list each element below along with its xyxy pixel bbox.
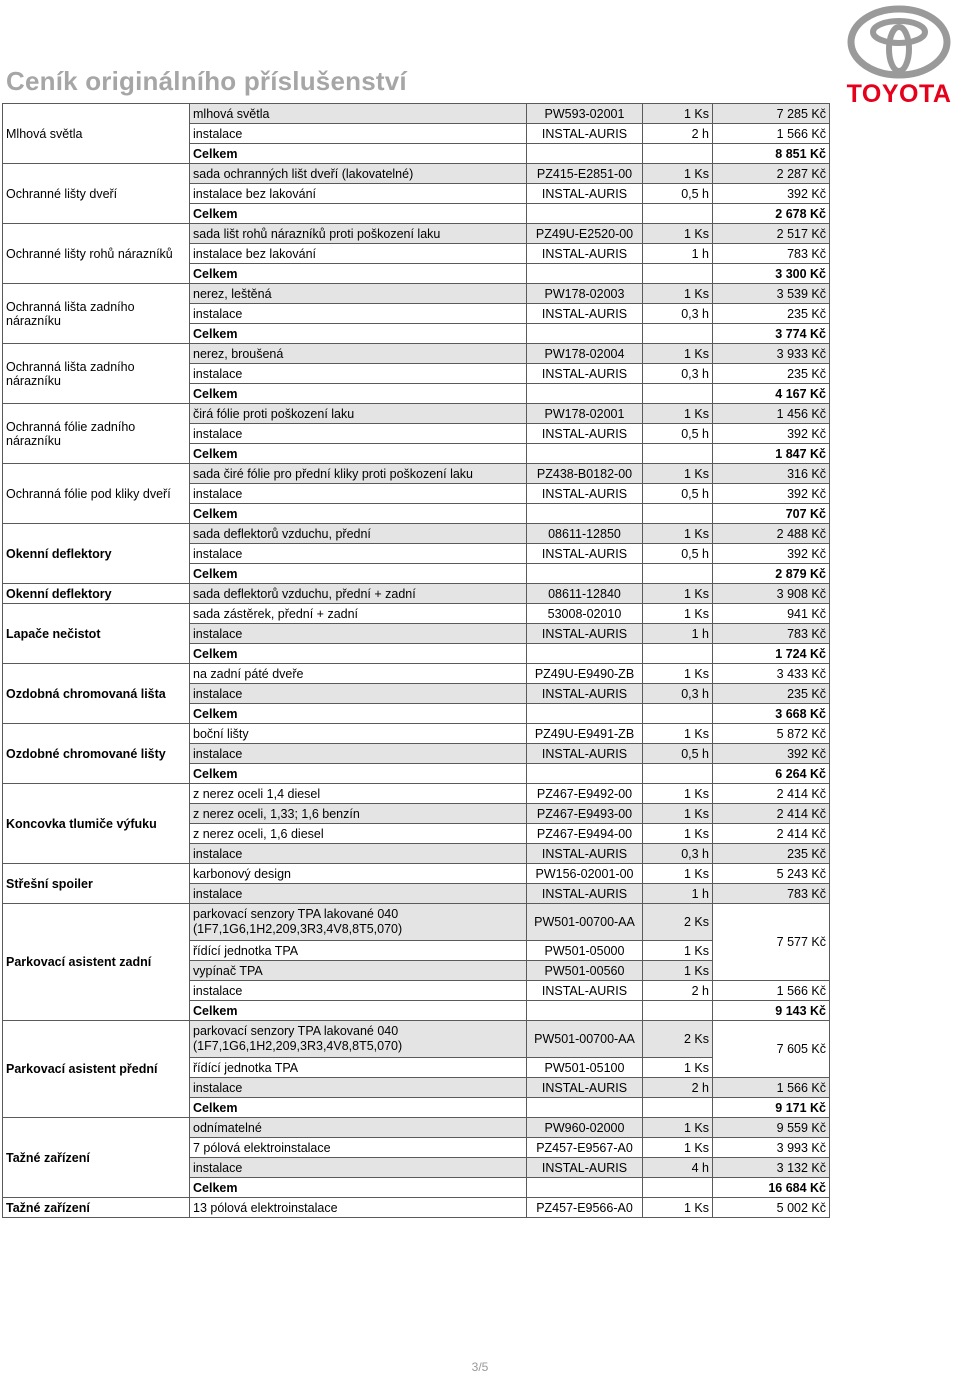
table-row — [3, 604, 830, 624]
item-price: 2 414 Kč — [713, 824, 830, 844]
item-quantity: 1 Ks — [643, 104, 713, 124]
item-description: Celkem — [190, 384, 527, 404]
item-quantity: 1 Ks — [643, 224, 713, 244]
item-description: 7 pólová elektroinstalace — [190, 1138, 527, 1158]
item-code — [527, 564, 643, 584]
item-quantity: 2 Ks — [643, 904, 713, 941]
item-description: parkovací senzory TPA lakované 040 (1F7,1G6,1H2,209,3R3,4V8,8T5,070) — [190, 1021, 527, 1058]
item-code: PZ467-E9494-00 — [527, 824, 643, 844]
item-price: 2 517 Kč — [713, 224, 830, 244]
item-code: INSTAL-AURIS — [527, 1158, 643, 1178]
item-code: PZ457-E9567-A0 — [527, 1138, 643, 1158]
item-price: 783 Kč — [713, 624, 830, 644]
item-quantity: 1 Ks — [643, 1118, 713, 1138]
item-quantity: 0,3 h — [643, 304, 713, 324]
item-price: 1 566 Kč — [713, 981, 830, 1001]
page-number: 3/5 — [471, 1360, 489, 1374]
price-table — [2, 103, 830, 1218]
item-code: 53008-02010 — [527, 604, 643, 624]
item-quantity: 1 Ks — [643, 404, 713, 424]
item-description: odnímatelné — [190, 1118, 527, 1138]
item-price: 392 Kč — [713, 184, 830, 204]
item-code — [527, 504, 643, 524]
price-table-body — [3, 104, 830, 1218]
category-label: Koncovka tlumiče výfuku — [3, 784, 190, 864]
table-row — [3, 284, 830, 304]
item-code: PW960-02000 — [527, 1118, 643, 1138]
item-description: čirá fólie proti poškození laku — [190, 404, 527, 424]
item-description: instalace — [190, 884, 527, 904]
item-description: řídící jednotka TPA — [190, 1058, 527, 1078]
item-price: 2 488 Kč — [713, 524, 830, 544]
item-code: INSTAL-AURIS — [527, 484, 643, 504]
item-code: 08611-12850 — [527, 524, 643, 544]
item-code — [527, 644, 643, 664]
item-price: 941 Kč — [713, 604, 830, 624]
item-price: 2 414 Kč — [713, 784, 830, 804]
item-code — [527, 324, 643, 344]
item-code — [527, 264, 643, 284]
item-quantity: 2 h — [643, 981, 713, 1001]
item-price: 5 002 Kč — [713, 1198, 830, 1218]
item-description: z nerez oceli 1,4 diesel — [190, 784, 527, 804]
item-code: PZ49U-E9490-ZB — [527, 664, 643, 684]
item-price: 5 872 Kč — [713, 724, 830, 744]
item-price: 2 287 Kč — [713, 164, 830, 184]
category-label: Ochranná lišta zadního nárazníku — [3, 344, 190, 404]
item-code — [527, 1001, 643, 1021]
item-code — [527, 444, 643, 464]
item-description: instalace — [190, 364, 527, 384]
item-quantity: 1 Ks — [643, 961, 713, 981]
item-price: 7 605 Kč — [713, 1021, 830, 1078]
table-row — [3, 904, 830, 941]
item-quantity: 0,5 h — [643, 744, 713, 764]
item-price: 392 Kč — [713, 484, 830, 504]
item-quantity: 0,3 h — [643, 364, 713, 384]
item-code: INSTAL-AURIS — [527, 124, 643, 144]
item-quantity — [643, 204, 713, 224]
category-label: Ozdobná chromovaná lišta — [3, 664, 190, 724]
item-description: instalace — [190, 1078, 527, 1098]
item-description: instalace bez lakování — [190, 244, 527, 264]
item-quantity: 1 Ks — [643, 524, 713, 544]
table-row — [3, 464, 830, 484]
item-quantity: 4 h — [643, 1158, 713, 1178]
item-quantity: 0,5 h — [643, 544, 713, 564]
item-code — [527, 764, 643, 784]
table-row — [3, 524, 830, 544]
item-price: 235 Kč — [713, 844, 830, 864]
table-row — [3, 1021, 830, 1058]
item-quantity: 1 h — [643, 244, 713, 264]
item-description: vypínač TPA — [190, 961, 527, 981]
item-code: INSTAL-AURIS — [527, 1078, 643, 1098]
item-price: 392 Kč — [713, 424, 830, 444]
item-code: INSTAL-AURIS — [527, 684, 643, 704]
item-code: INSTAL-AURIS — [527, 424, 643, 444]
item-description: z nerez oceli, 1,6 diesel — [190, 824, 527, 844]
category-label: Ochranná fólie zadního nárazníku — [3, 404, 190, 464]
item-price: 1 566 Kč — [713, 124, 830, 144]
item-price: 9 143 Kč — [713, 1001, 830, 1021]
item-code: PW156-02001-00 — [527, 864, 643, 884]
item-price: 783 Kč — [713, 884, 830, 904]
item-code: INSTAL-AURIS — [527, 184, 643, 204]
item-description: instalace — [190, 544, 527, 564]
item-price: 1 566 Kč — [713, 1078, 830, 1098]
item-description: z nerez oceli, 1,33; 1,6 benzín — [190, 804, 527, 824]
page-title: Ceník originálního příslušenství — [6, 66, 407, 96]
item-description: instalace — [190, 304, 527, 324]
item-quantity — [643, 704, 713, 724]
item-price: 5 243 Kč — [713, 864, 830, 884]
item-price: 2 414 Kč — [713, 804, 830, 824]
item-quantity — [643, 1178, 713, 1198]
brand-name: TOYOTA — [846, 80, 952, 108]
item-code: INSTAL-AURIS — [527, 624, 643, 644]
item-quantity: 2 h — [643, 124, 713, 144]
item-code: PW501-05100 — [527, 1058, 643, 1078]
item-description: parkovací senzory TPA lakované 040 (1F7,1G6,1H2,209,3R3,4V8,8T5,070) — [190, 904, 527, 941]
category-label: Parkovací asistent zadní — [3, 904, 190, 1021]
item-quantity — [643, 1098, 713, 1118]
item-quantity — [643, 644, 713, 664]
item-quantity: 1 Ks — [643, 664, 713, 684]
item-description: instalace — [190, 484, 527, 504]
item-description: Celkem — [190, 564, 527, 584]
category-label: Ochranné lišty rohů nárazníků — [3, 224, 190, 284]
item-description: boční lišty — [190, 724, 527, 744]
category-label: Ochranné lišty dveří — [3, 164, 190, 224]
category-label: Mlhová světla — [3, 104, 190, 164]
table-row — [3, 1118, 830, 1138]
item-quantity: 1 Ks — [643, 804, 713, 824]
item-code: INSTAL-AURIS — [527, 304, 643, 324]
item-code: INSTAL-AURIS — [527, 244, 643, 264]
item-description: Celkem — [190, 504, 527, 524]
table-row — [3, 584, 830, 604]
item-price: 3 300 Kč — [713, 264, 830, 284]
item-price: 3 908 Kč — [713, 584, 830, 604]
item-quantity: 1 Ks — [643, 784, 713, 804]
item-description: 13 pólová elektroinstalace — [190, 1198, 527, 1218]
item-quantity: 1 Ks — [643, 1198, 713, 1218]
item-price: 6 264 Kč — [713, 764, 830, 784]
table-row — [3, 164, 830, 184]
item-description: instalace bez lakování — [190, 184, 527, 204]
item-price: 4 167 Kč — [713, 384, 830, 404]
toyota-logo-icon — [838, 2, 960, 110]
item-description: sada zástěrek, přední + zadní — [190, 604, 527, 624]
item-description: Celkem — [190, 1178, 527, 1198]
item-description: sada čiré fólie pro přední kliky proti poškození laku — [190, 464, 527, 484]
item-description: Celkem — [190, 704, 527, 724]
item-price: 2 879 Kč — [713, 564, 830, 584]
item-price: 707 Kč — [713, 504, 830, 524]
item-code: INSTAL-AURIS — [527, 744, 643, 764]
item-price: 3 933 Kč — [713, 344, 830, 364]
item-description: sada lišt rohů nárazníků proti poškození laku — [190, 224, 527, 244]
item-quantity: 0,3 h — [643, 844, 713, 864]
item-description: instalace — [190, 1158, 527, 1178]
item-description: nerez, leštěná — [190, 284, 527, 304]
table-row — [3, 864, 830, 884]
item-code: PZ49U-E9491-ZB — [527, 724, 643, 744]
category-label: Tažné zařízení — [3, 1118, 190, 1198]
item-code: PZ457-E9566-A0 — [527, 1198, 643, 1218]
item-description: na zadní páté dveře — [190, 664, 527, 684]
item-quantity: 0,3 h — [643, 684, 713, 704]
item-quantity — [643, 564, 713, 584]
item-price: 392 Kč — [713, 744, 830, 764]
item-description: Celkem — [190, 1001, 527, 1021]
item-code: INSTAL-AURIS — [527, 884, 643, 904]
item-description: instalace — [190, 624, 527, 644]
table-row — [3, 344, 830, 364]
item-quantity: 1 h — [643, 624, 713, 644]
item-quantity — [643, 384, 713, 404]
item-price: 1 724 Kč — [713, 644, 830, 664]
item-quantity: 1 Ks — [643, 724, 713, 744]
category-label: Ochranná fólie pod kliky dveří — [3, 464, 190, 524]
item-quantity: 0,5 h — [643, 184, 713, 204]
item-description: instalace — [190, 684, 527, 704]
table-row — [3, 784, 830, 804]
item-quantity: 1 Ks — [643, 1058, 713, 1078]
category-label: Ozdobné chromované lišty — [3, 724, 190, 784]
category-label: Parkovací asistent přední — [3, 1021, 190, 1118]
table-row — [3, 404, 830, 424]
item-price: 1 847 Kč — [713, 444, 830, 464]
table-row — [3, 224, 830, 244]
item-description: sada deflektorů vzduchu, přední — [190, 524, 527, 544]
item-price: 9 559 Kč — [713, 1118, 830, 1138]
item-description: Celkem — [190, 644, 527, 664]
item-code: INSTAL-AURIS — [527, 364, 643, 384]
item-code: PW178-02001 — [527, 404, 643, 424]
item-description: karbonový design — [190, 864, 527, 884]
item-quantity: 1 Ks — [643, 824, 713, 844]
item-price: 392 Kč — [713, 544, 830, 564]
item-code: PZ49U-E2520-00 — [527, 224, 643, 244]
item-code — [527, 204, 643, 224]
item-code — [527, 1178, 643, 1198]
category-label: Ochranná lišta zadního nárazníku — [3, 284, 190, 344]
item-description: řídící jednotka TPA — [190, 941, 527, 961]
item-quantity: 0,5 h — [643, 484, 713, 504]
item-price: 235 Kč — [713, 304, 830, 324]
item-price: 2 678 Kč — [713, 204, 830, 224]
table-row — [3, 1198, 830, 1218]
item-code: PW593-02001 — [527, 104, 643, 124]
item-code — [527, 384, 643, 404]
item-price: 235 Kč — [713, 684, 830, 704]
item-code: PZ438-B0182-00 — [527, 464, 643, 484]
item-price: 3 668 Kč — [713, 704, 830, 724]
item-code: 08611-12840 — [527, 584, 643, 604]
item-code: PW501-00700-AA — [527, 1021, 643, 1058]
item-price: 7 285 Kč — [713, 104, 830, 124]
item-code: PW178-02003 — [527, 284, 643, 304]
item-quantity — [643, 764, 713, 784]
item-description: sada ochranných lišt dveří (lakovatelné) — [190, 164, 527, 184]
toyota-emblem-icon — [838, 2, 960, 82]
item-quantity — [643, 504, 713, 524]
item-code: PW178-02004 — [527, 344, 643, 364]
item-price: 7 577 Kč — [713, 904, 830, 981]
item-price: 16 684 Kč — [713, 1178, 830, 1198]
item-price: 783 Kč — [713, 244, 830, 264]
category-label: Okenní deflektory — [3, 524, 190, 584]
item-description: mlhová světla — [190, 104, 527, 124]
item-description: nerez, broušená — [190, 344, 527, 364]
item-code — [527, 704, 643, 724]
item-description: Celkem — [190, 1098, 527, 1118]
item-price: 3 433 Kč — [713, 664, 830, 684]
item-quantity — [643, 144, 713, 164]
table-row — [3, 664, 830, 684]
item-quantity — [643, 444, 713, 464]
item-description: instalace — [190, 844, 527, 864]
item-price: 235 Kč — [713, 364, 830, 384]
item-code — [527, 1098, 643, 1118]
item-code: PZ415-E2851-00 — [527, 164, 643, 184]
item-code: PZ467-E9493-00 — [527, 804, 643, 824]
item-description: Celkem — [190, 444, 527, 464]
item-description: Celkem — [190, 764, 527, 784]
item-description: Celkem — [190, 144, 527, 164]
item-quantity — [643, 264, 713, 284]
item-quantity: 1 h — [643, 884, 713, 904]
item-description: sada deflektorů vzduchu, přední + zadní — [190, 584, 527, 604]
item-quantity: 1 Ks — [643, 284, 713, 304]
table-row — [3, 104, 830, 124]
item-quantity: 1 Ks — [643, 344, 713, 364]
item-quantity: 1 Ks — [643, 604, 713, 624]
item-code: PZ467-E9492-00 — [527, 784, 643, 804]
item-price: 3 132 Kč — [713, 1158, 830, 1178]
item-description: instalace — [190, 424, 527, 444]
item-price: 3 774 Kč — [713, 324, 830, 344]
item-description: instalace — [190, 744, 527, 764]
item-quantity: 0,5 h — [643, 424, 713, 444]
item-code: PW501-00700-AA — [527, 904, 643, 941]
item-quantity: 1 Ks — [643, 941, 713, 961]
item-description: instalace — [190, 124, 527, 144]
item-price: 3 539 Kč — [713, 284, 830, 304]
item-description: instalace — [190, 981, 527, 1001]
item-quantity: 1 Ks — [643, 864, 713, 884]
category-label: Okenní deflektory — [3, 584, 190, 604]
item-quantity: 1 Ks — [643, 464, 713, 484]
item-description: Celkem — [190, 204, 527, 224]
item-description: Celkem — [190, 324, 527, 344]
item-code: INSTAL-AURIS — [527, 544, 643, 564]
item-code: INSTAL-AURIS — [527, 981, 643, 1001]
item-quantity — [643, 324, 713, 344]
item-description: Celkem — [190, 264, 527, 284]
item-quantity: 1 Ks — [643, 164, 713, 184]
item-price: 316 Kč — [713, 464, 830, 484]
table-row — [3, 724, 830, 744]
item-quantity: 1 Ks — [643, 1138, 713, 1158]
category-label: Lapače nečistot — [3, 604, 190, 664]
item-code: INSTAL-AURIS — [527, 844, 643, 864]
item-quantity: 1 Ks — [643, 584, 713, 604]
item-price: 3 993 Kč — [713, 1138, 830, 1158]
item-code: PW501-00560 — [527, 961, 643, 981]
item-quantity — [643, 1001, 713, 1021]
category-label: Střešní spoiler — [3, 864, 190, 904]
item-code — [527, 144, 643, 164]
item-quantity: 2 h — [643, 1078, 713, 1098]
category-label: Tažné zařízení — [3, 1198, 190, 1218]
item-quantity: 2 Ks — [643, 1021, 713, 1058]
item-price: 8 851 Kč — [713, 144, 830, 164]
item-code: PW501-05000 — [527, 941, 643, 961]
item-price: 1 456 Kč — [713, 404, 830, 424]
item-price: 9 171 Kč — [713, 1098, 830, 1118]
